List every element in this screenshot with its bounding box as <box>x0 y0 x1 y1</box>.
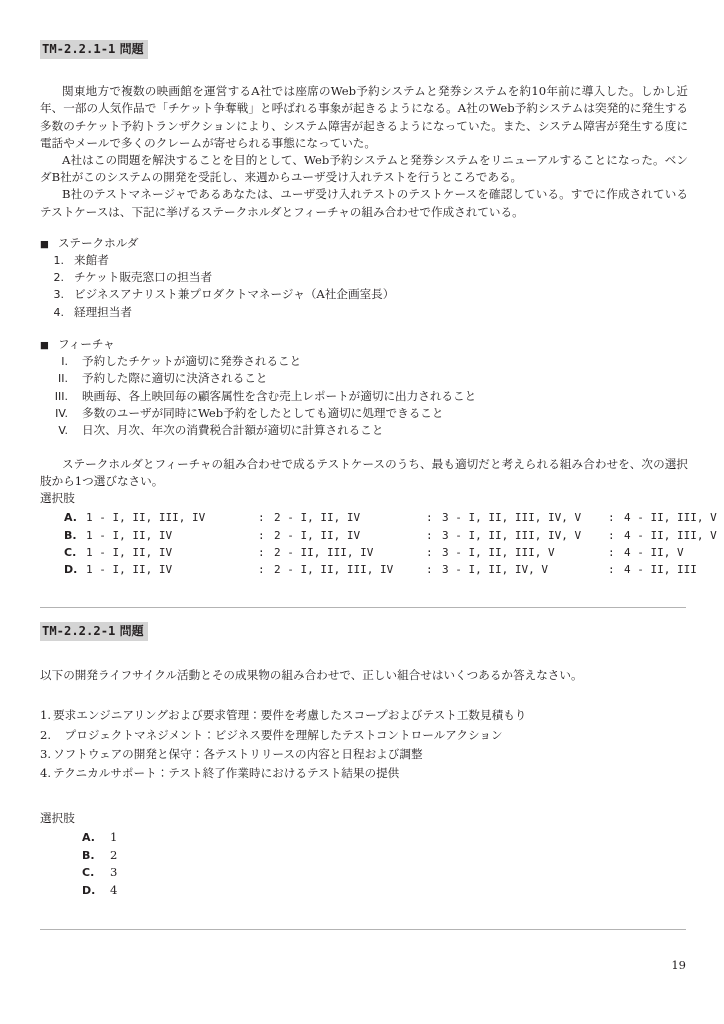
square-bullet-icon: ■ <box>40 340 49 352</box>
list-item-label: テクニカルサポート：テスト終了作業時におけるテスト結果の提供 <box>53 766 400 781</box>
choice-value: 1 <box>110 829 118 844</box>
list-item-marker: II. <box>58 372 68 386</box>
choice-separator: : <box>258 545 265 559</box>
list-item-marker: 3. <box>53 288 64 302</box>
stakeholders-heading <box>40 235 686 252</box>
section-divider-top <box>40 607 686 608</box>
choice-key: C. <box>82 866 95 880</box>
question2-choices-label: 選択肢 <box>40 810 75 825</box>
choice-separator: : <box>608 511 615 525</box>
list-item-marker: 2. <box>53 271 64 285</box>
choice-col-4: 4 - II, III <box>624 563 697 577</box>
choice-key: D. <box>64 563 78 577</box>
list-item-label: チケット販売窓口の担当者 <box>74 270 213 285</box>
question2-heading-word: 問題 <box>119 623 144 638</box>
list-item <box>40 370 686 387</box>
choice-separator: : <box>258 511 265 525</box>
choice-separator: : <box>258 528 265 542</box>
choice-col-2: 2 - II, III, IV <box>274 545 374 559</box>
choice-value: 3 <box>110 865 118 880</box>
choice-col-1: 1 - I, II, III, IV <box>86 511 206 525</box>
question2-items <box>40 706 686 784</box>
choice-key: A. <box>82 830 95 844</box>
list-item <box>40 286 686 303</box>
choice-separator: : <box>426 563 433 577</box>
list-item-label: プロジェクトマネジメント：ビジネス要件を理解したテストコントロールアクション <box>53 727 503 742</box>
list-item <box>40 726 686 745</box>
question2-heading <box>40 622 686 641</box>
choice-col-1: 1 - I, II, IV <box>86 545 173 559</box>
choice-col-1: 1 - I, II, IV <box>86 563 173 577</box>
list-item <box>40 405 686 422</box>
list-item-label: 要求エンジニアリングおよび要求管理：要件を考慮したスコープおよびテスト工数見積もり <box>53 708 527 723</box>
list-item-marker: 2. <box>40 727 52 742</box>
choice-col-3: 3 - I, II, III, IV, V <box>442 511 582 525</box>
choice-key: A. <box>64 511 77 525</box>
choice-key: C. <box>64 545 77 559</box>
list-item-marker: 1. <box>40 708 52 723</box>
list-item-label: ビジネスアナリスト兼プロダクトマネージャ（A社企画室長） <box>74 287 395 302</box>
choice-separator: : <box>608 528 615 542</box>
question1-heading-word: 問題 <box>119 42 144 56</box>
question1-paragraph-1: 関東地方で複数の映画館を運営するA社では座席のWeb予約システムと発券システムを約10年前に導入した。しかし近年、一部の人気作品で「チケット争奪戦」と呼ばれる事象が起きるようになる。A社のWeb予約システムは突発的に発生する多数のチケット予約トランザクションにより、システム障害が起きるようになっていた。また、システム障害が発生する度に電話やメールで多くのクレームが寄せられる事態になっていた。 <box>40 84 688 150</box>
choice-option-b[interactable] <box>40 527 717 544</box>
list-item-label: 日次、月次、年次の消費税合計額が適切に計算されること <box>82 423 384 438</box>
list-item-marker: I. <box>61 355 68 369</box>
list-item-label: ソフトウェアの開発と保守：各テストリリースの内容と日程および調整 <box>53 746 423 761</box>
choice-separator: : <box>608 545 615 559</box>
list-item-marker: 1. <box>53 253 64 267</box>
list-item <box>40 422 686 439</box>
choice-key: B. <box>64 528 77 542</box>
page-number: 19 <box>671 958 686 972</box>
choice-col-2: 2 - I, II, III, IV <box>274 563 394 577</box>
features-heading <box>40 336 686 353</box>
list-item <box>40 745 686 764</box>
question1-heading <box>40 40 686 59</box>
choice-option-a[interactable] <box>40 829 686 847</box>
list-item-label: 多数のユーザが同時にWeb予約をしたとしても適切に処理できること <box>82 405 444 420</box>
question2-instruction: 以下の開発ライフサイクル活動とその成果物の組み合わせで、正しい組合せはいくつあるか答えなさい。 <box>40 667 583 682</box>
choice-value: 2 <box>110 847 118 862</box>
question1-heading-id: TM-2.2.1-1 <box>42 42 116 56</box>
choice-separator: : <box>426 545 433 559</box>
choice-col-1: 1 - I, II, IV <box>86 528 173 542</box>
choice-separator: : <box>426 528 433 542</box>
question2-heading-id: TM-2.2.2-1 <box>42 623 116 638</box>
section-divider-bottom <box>40 929 686 930</box>
choice-value: 4 <box>110 882 118 897</box>
choice-col-4: 4 - II, III, V <box>624 511 717 525</box>
choice-col-4: 4 - II, III, V <box>624 528 717 542</box>
choice-col-4: 4 - II, V <box>624 545 684 559</box>
list-item-marker: 3. <box>40 746 52 761</box>
choice-col-2: 2 - I, II, IV <box>274 528 361 542</box>
features-list <box>40 353 686 439</box>
list-item-label: 予約したチケットが適切に発券されること <box>82 354 302 369</box>
features-title: フィーチャ <box>57 337 115 352</box>
question2-choices <box>40 829 686 899</box>
choice-separator: : <box>426 511 433 525</box>
list-item <box>40 304 686 321</box>
list-item <box>40 706 686 725</box>
square-bullet-icon: ■ <box>40 238 49 250</box>
stakeholders-list <box>40 252 686 321</box>
list-item <box>40 764 686 783</box>
list-item <box>40 252 686 269</box>
list-item <box>40 269 686 286</box>
list-item-marker: III. <box>54 389 68 403</box>
list-item-marker: V. <box>58 424 68 438</box>
question1-choices <box>40 509 717 579</box>
choice-option-d[interactable] <box>40 882 686 900</box>
question1-paragraph-3: B社のテストマネージャであるあなたは、ユーザ受け入れテストのテストケースを確認している。すでに作成されているテストケースは、下記に挙げるステークホルダとフィーチャの組み合わせで作成されている。 <box>40 187 688 219</box>
list-item-marker: 4. <box>40 766 52 781</box>
list-item-label: 映画毎、各上映回毎の顧客属性を含む売上レポートが適切に出力されること <box>82 388 477 403</box>
choice-col-2: 2 - I, II, IV <box>274 511 361 525</box>
choice-key: D. <box>82 883 96 897</box>
choice-col-3: 3 - I, II, IV, V <box>442 563 548 577</box>
choice-col-3: 3 - I, II, III, IV, V <box>442 528 582 542</box>
choice-separator: : <box>608 563 615 577</box>
choice-option-c[interactable] <box>40 864 686 882</box>
question1-instruction: ステークホルダとフィーチャの組み合わせで成るテストケースのうち、最も適切だと考えられる組み合わせを、次の選択肢から1つ選びなさい。 <box>40 456 688 488</box>
list-item-marker: 4. <box>53 305 64 319</box>
question1-choices-label: 選択肢 <box>40 490 75 505</box>
choice-option-a[interactable] <box>40 509 717 526</box>
list-item-marker: IV. <box>55 406 68 420</box>
question1-paragraph-2: A社はこの問題を解決することを目的として、Web予約システムと発券システムをリニューアルすることになった。ベンダB社がこのシステムの開発を受託し、来週からユーザ受け入れテストを行うところである。 <box>40 153 688 185</box>
list-item <box>40 388 686 405</box>
choice-option-c[interactable] <box>40 544 688 561</box>
choice-separator: : <box>258 563 265 577</box>
list-item <box>40 353 686 370</box>
stakeholders-title: ステークホルダ <box>57 235 139 250</box>
choice-option-b[interactable] <box>40 847 686 865</box>
list-item-label: 予約した際に適切に決済されること <box>82 371 268 386</box>
choice-key: B. <box>82 848 95 862</box>
choice-option-d[interactable] <box>40 561 697 578</box>
list-item-label: 来館者 <box>74 252 109 267</box>
choice-col-3: 3 - I, II, III, V <box>442 545 555 559</box>
list-item-label: 経理担当者 <box>74 304 132 319</box>
